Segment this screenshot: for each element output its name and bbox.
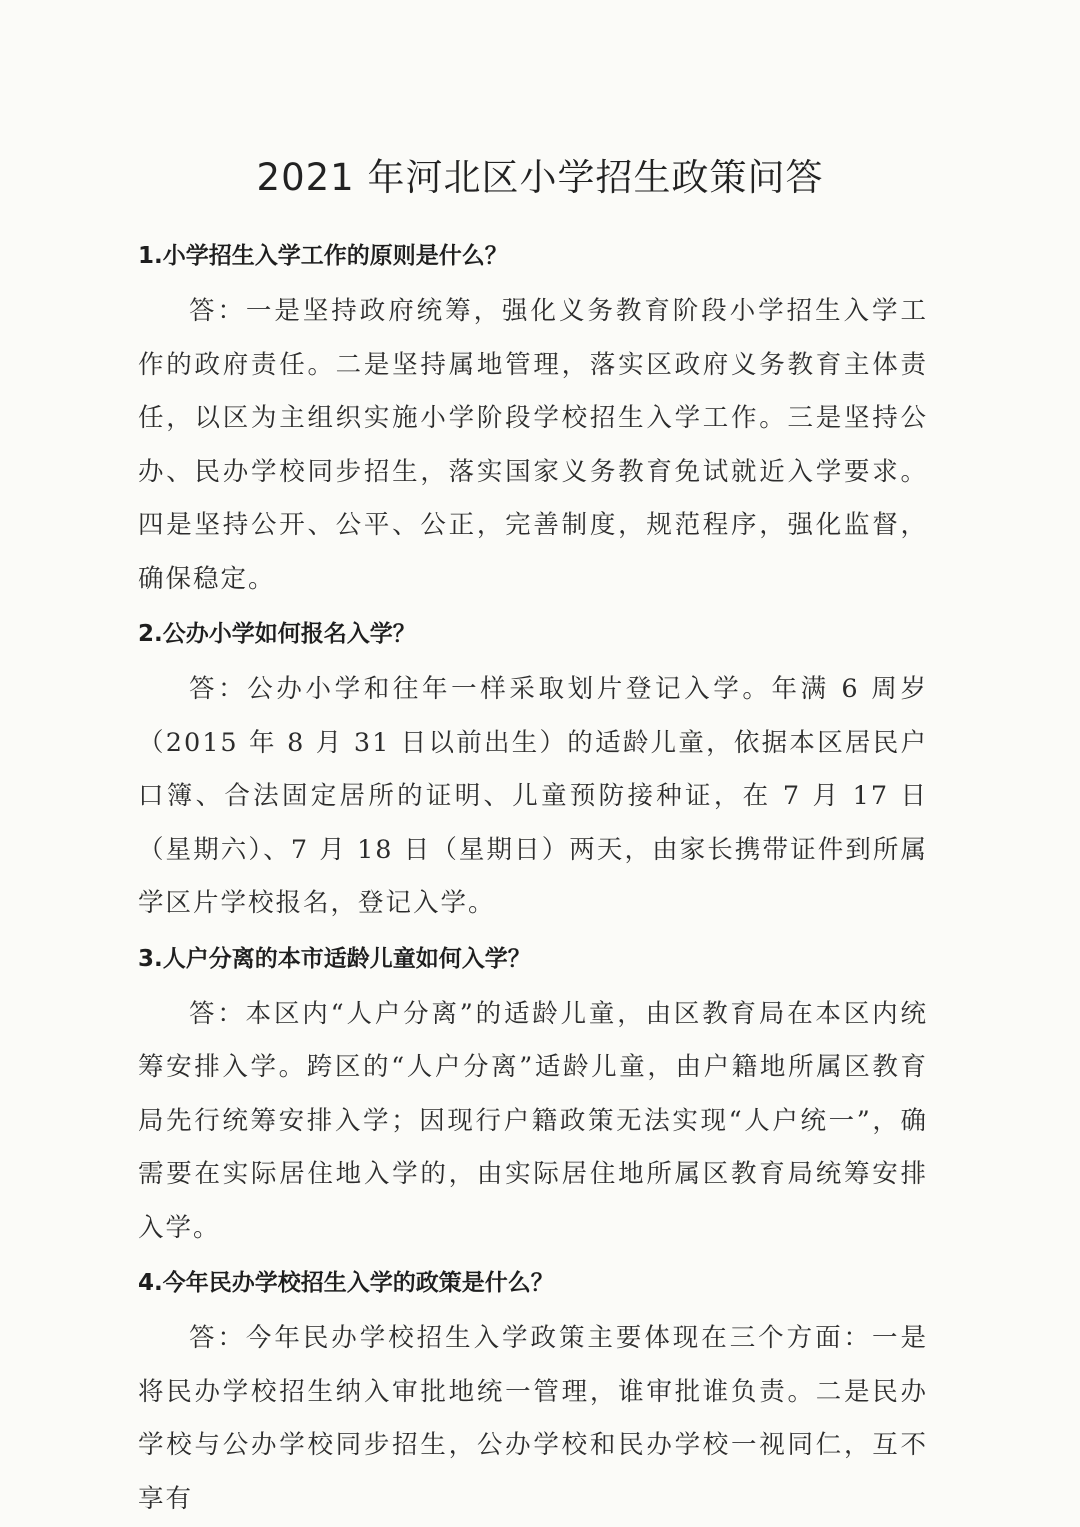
question-heading: 1.小学招生入学工作的原则是什么？	[138, 243, 508, 269]
answer-label: 答：	[189, 998, 246, 1029]
document-title: 2021 年河北区小学招生政策问答	[256, 156, 824, 199]
qa-section-1	[138, 228, 928, 606]
qa-section-3	[138, 931, 928, 1256]
question-heading: 4.今年民办学校招生入学的政策是什么？	[138, 1270, 554, 1296]
answer-paragraph	[138, 285, 928, 606]
answer-text: 今年民办学校招生入学政策主要体现在三个方面：一是将民办学校招生纳入审批地统一管理，谁审批谁负责。二是民办学校与公办学校同步招生，公办学校和民办学校一视同仁，互不享有	[138, 1323, 928, 1514]
qa-section-4	[138, 1255, 928, 1526]
answer-paragraph	[138, 988, 928, 1256]
answer-text: 本区内“人户分离”的适龄儿童，由区教育局在本区内统筹安排入学。跨区的“人户分离”适龄儿童，由户籍地所属区教育局先行统筹安排入学；因现行户籍政策无法实现“人户统一”，确需要在实际居住地入学的，由实际居住地所属区教育局统筹安排入学。	[138, 998, 928, 1243]
question-heading: 3.人户分离的本市适龄儿童如何入学？	[138, 945, 531, 972]
answer-label: 答：	[189, 674, 248, 704]
answer-paragraph	[138, 1312, 928, 1526]
qa-section-2	[138, 606, 928, 931]
answer-label: 答：	[189, 296, 246, 326]
question-heading: 2.公办小学如何报名入学？	[138, 621, 416, 647]
answer-label: 答：	[189, 1323, 246, 1353]
answer-paragraph	[138, 663, 928, 931]
document-body	[138, 228, 928, 1526]
answer-text: 公办小学和往年一样采取划片登记入学。年满 6 周岁（2015 年 8 月 31 日以前出生）的适龄儿童，依据本区居民户口簿、合法固定居所的证明、儿童预防接种证，在 7 月 17 日（星期六）、7 月 18 日（星期日）两天，由家长携带证件到所属学区片学校报名，登记入学。	[138, 674, 928, 918]
answer-text: 一是坚持政府统筹，强化义务教育阶段小学招生入学工作的政府责任。二是坚持属地管理，落实区政府义务教育主体责任，以区为主组织实施小学阶段学校招生入学工作。三是坚持公办、民办学校同步招生，落实国家义务教育免试就近入学要求。四是坚持公开、公平、公正，完善制度，规范程序，强化监督，确保稳定。	[138, 296, 928, 594]
